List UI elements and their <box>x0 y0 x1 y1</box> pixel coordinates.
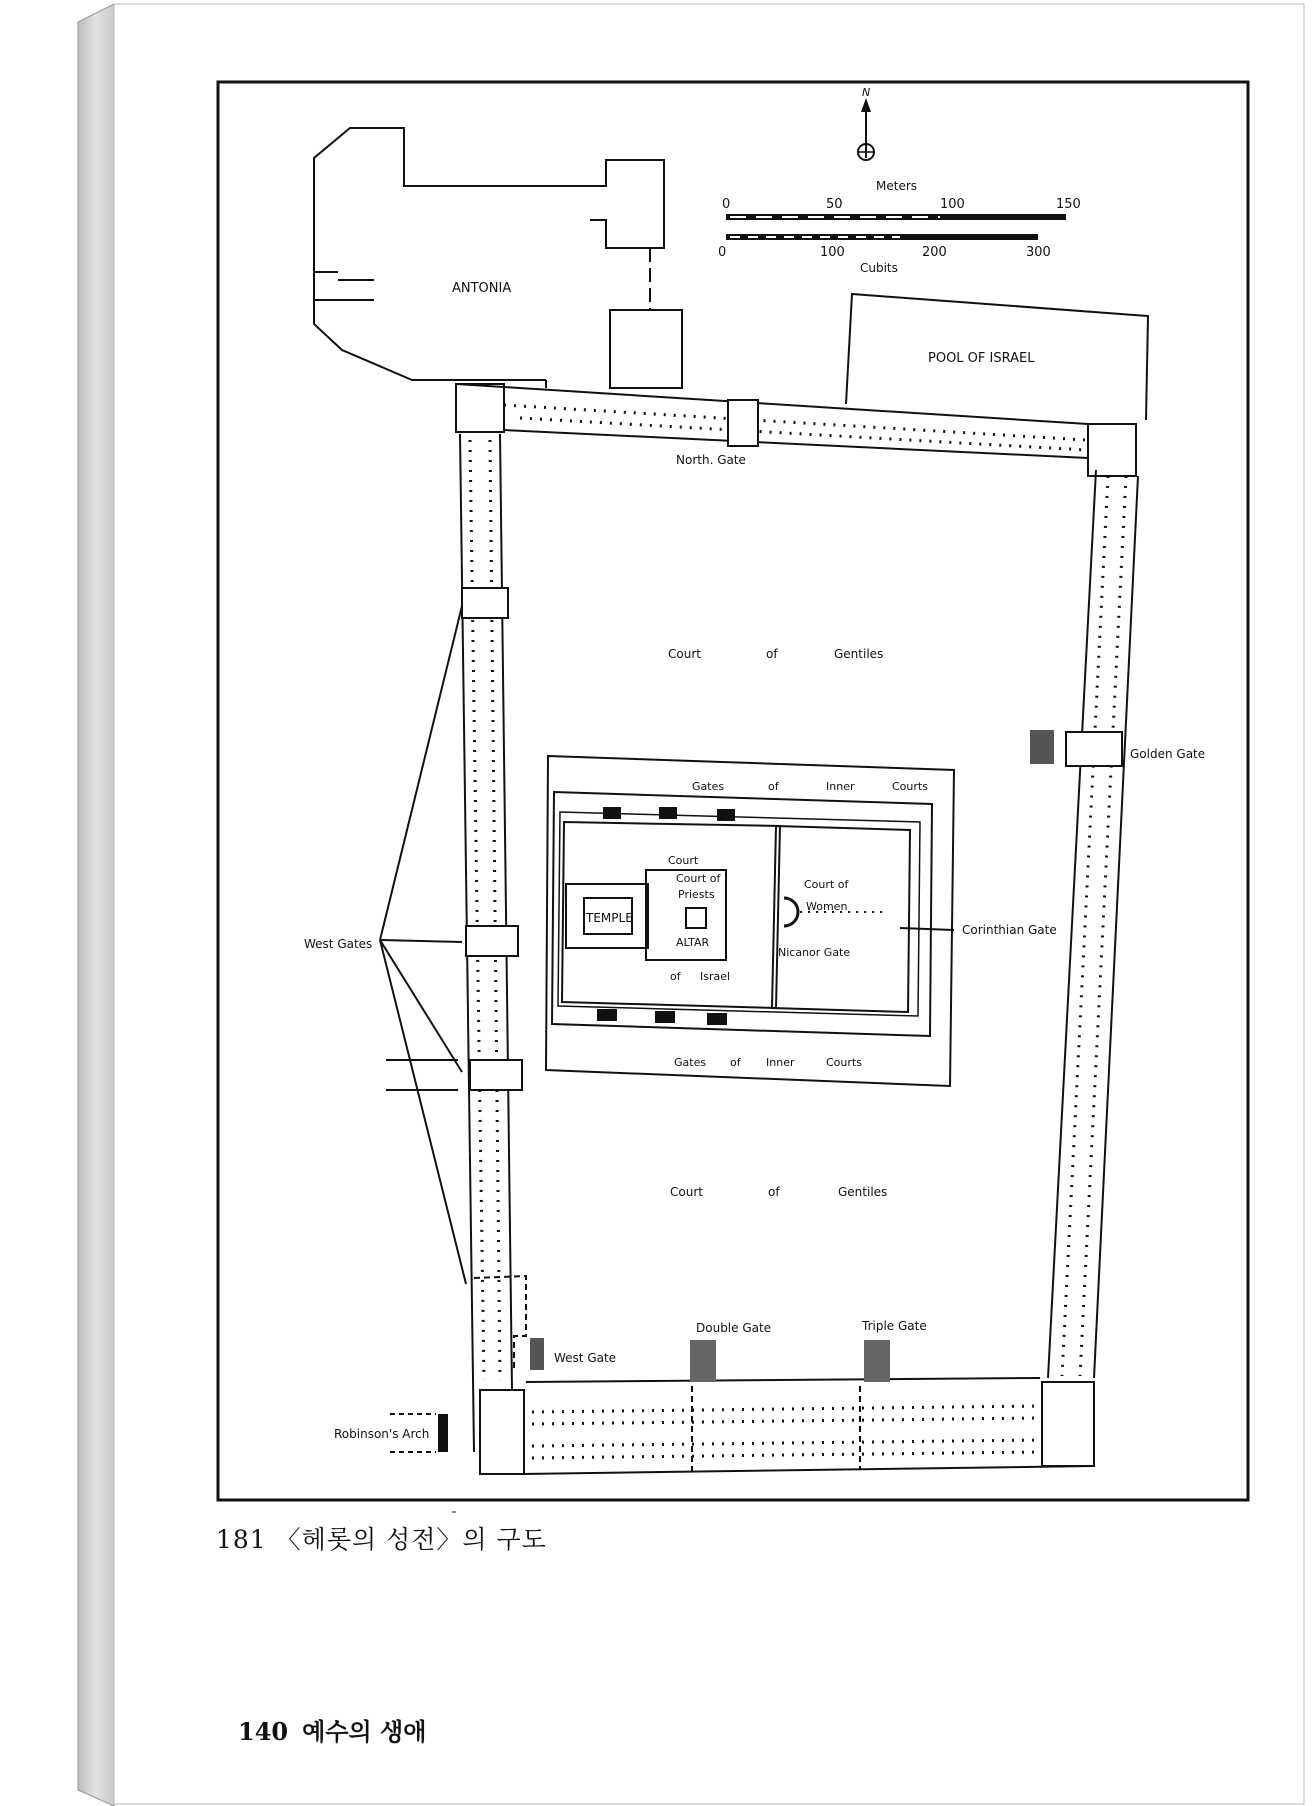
cubits-label: Cubits <box>860 261 898 275</box>
west-gates-label: West Gates <box>304 937 373 951</box>
court-of-gentiles-upper <box>668 647 883 661</box>
north-gate-label: North. Gate <box>676 453 746 467</box>
court-upper-1: Court <box>668 647 701 661</box>
robinsons-arch-label: Robinson's Arch <box>334 1427 430 1441</box>
gates-inner-bottom-3: Inner <box>766 1056 795 1069</box>
meters-label: Meters <box>876 179 918 193</box>
page-footer <box>238 1712 440 1747</box>
gates-inner-top-1: Gates <box>692 780 725 793</box>
court-label: Court <box>668 854 699 867</box>
court-of-priests-label-1: Court of <box>676 872 721 885</box>
gates-inner-bottom-2: of <box>730 1056 741 1069</box>
meters-tick-0: 0 <box>722 197 731 212</box>
gates-inner-bottom-1: Gates <box>674 1056 707 1069</box>
court-lower-3: Gentiles <box>838 1185 888 1199</box>
meters-tick-2: 100 <box>940 197 965 212</box>
court-lower-1: Court <box>670 1185 703 1199</box>
gates-inner-top-3: Inner <box>826 780 855 793</box>
triple-gate-label: Triple Gate <box>862 1319 927 1333</box>
double-gate-label: Double Gate <box>696 1321 772 1335</box>
antonia-label: ANTONIA <box>452 281 512 296</box>
court-lower-2: of <box>768 1185 780 1199</box>
book-spine <box>78 4 114 1806</box>
cubits-tick-0: 0 <box>718 245 727 260</box>
golden-gate-label: Golden Gate <box>1130 747 1206 761</box>
north-label: N <box>862 86 871 99</box>
book-title: 예수의 생애 <box>302 1717 427 1746</box>
court-of-women-label-2: Women <box>806 900 848 913</box>
gates-inner-top-2: of <box>768 780 779 793</box>
west-gate-label: West Gate <box>554 1351 617 1365</box>
figure-caption: 181 〈헤롯의 성전〉의 구도 <box>216 1525 547 1554</box>
court-of-gentiles-lower <box>670 1185 887 1199</box>
meters-tick-1: 50 <box>826 197 843 212</box>
court-of-women-label-1: Court of <box>804 878 849 891</box>
gates-inner-top-4: Courts <box>892 780 928 793</box>
court-upper-2: of <box>766 647 778 661</box>
pool-label: POOL OF ISRAEL <box>928 351 1035 366</box>
court-of-priests-label-2: Priests <box>678 888 715 901</box>
of-label: of <box>670 970 681 983</box>
gates-inner-bottom-4: Courts <box>826 1056 862 1069</box>
corinthian-gate-label: Corinthian Gate <box>962 923 1057 937</box>
cubits-tick-1: 100 <box>820 245 845 260</box>
court-upper-3: Gentiles <box>834 647 884 661</box>
israel-label: Israel <box>700 970 731 983</box>
cubits-tick-3: 300 <box>1026 245 1051 260</box>
page-number: 140 <box>238 1717 289 1746</box>
cubits-tick-2: 200 <box>922 245 947 260</box>
temple-label: TEMPLE <box>586 911 633 925</box>
nicanor-gate-label: Nicanor Gate <box>778 946 851 959</box>
altar-label: ALTAR <box>676 936 710 949</box>
meters-tick-3: 150 <box>1056 197 1081 212</box>
